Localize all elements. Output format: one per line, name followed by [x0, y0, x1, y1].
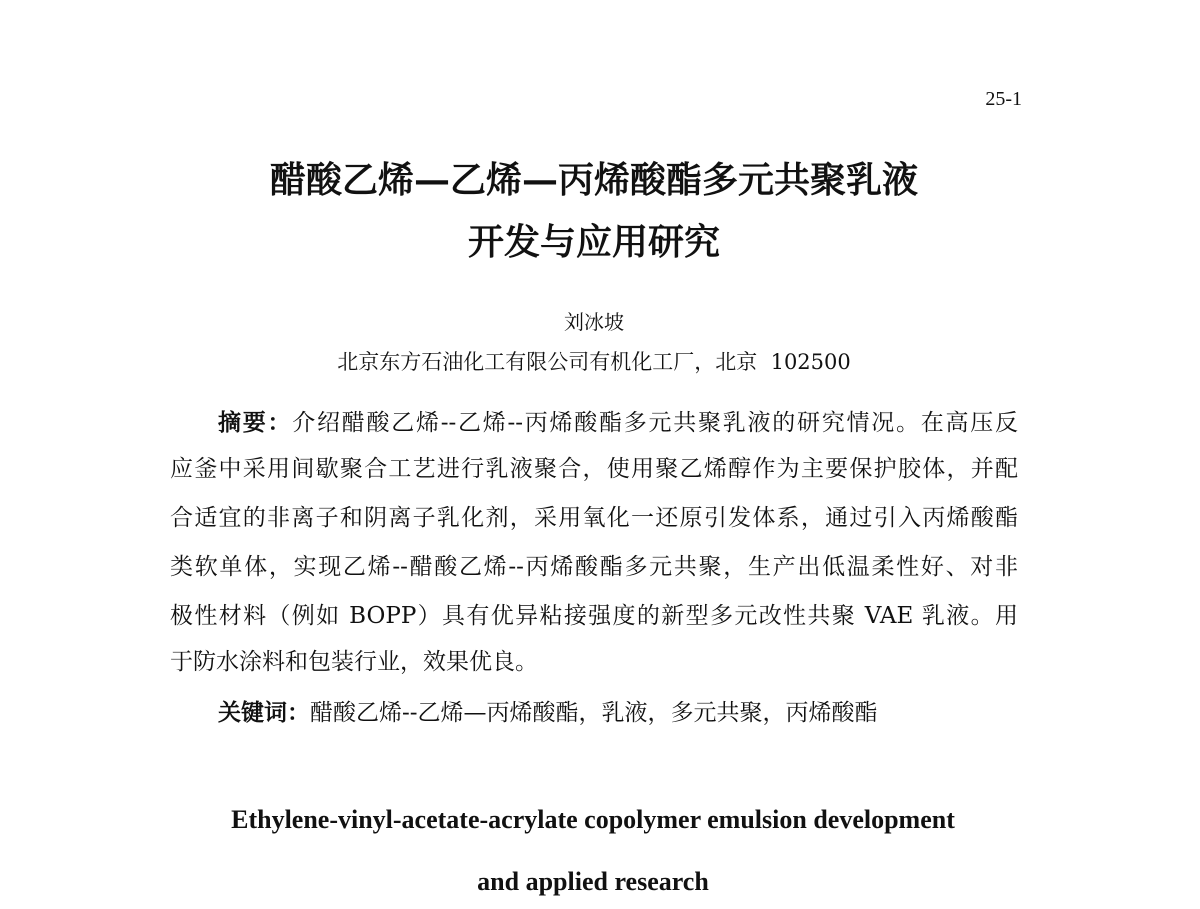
english-title-line-2: and applied research — [477, 867, 709, 896]
abstract-line-2: 应釜中采用间歇聚合工艺进行乳液聚合，使用聚乙烯醇作为主要保护胶体，并配 — [170, 456, 1018, 482]
title-line-2: 开发与应用研究 — [467, 221, 720, 263]
abstract-line-5: 极性材料（例如 BOPP）具有优异粘接强度的新型多元改性共聚 VAE 乳液。用 — [170, 603, 1018, 629]
abstract-line-6: 于防水涂料和包装行业，效果优良。 — [170, 649, 538, 675]
affiliation: 北京东方石油化工有限公司有机化工厂，北京 102500 — [337, 350, 851, 374]
keywords-text: 醋酸乙烯--乙烯—丙烯酸酯，乳液，多元共聚，丙烯酸酯 — [310, 700, 878, 726]
page-number: 25-1 — [985, 88, 1022, 110]
english-title-line-1: Ethylene-vinyl-acetate-acrylate copolymer emulsion development — [231, 805, 955, 834]
abstract-label: 摘要： — [218, 409, 293, 436]
title-line-1: 醋酸乙烯—乙烯—丙烯酸酯多元共聚乳液 — [269, 159, 918, 201]
abstract-line-1-text: 介绍醋酸乙烯--乙烯--丙烯酸酯多元共聚乳液的研究情况。在高压反 — [292, 410, 1018, 436]
keywords-line — [218, 698, 1018, 728]
abstract-line-3: 合适宜的非离子和阴离子乳化剂，采用氧化一还原引发体系，通过引入丙烯酸酯 — [170, 505, 1018, 531]
abstract-line-4: 类软单体，实现乙烯--醋酸乙烯--丙烯酸酯多元共聚，生产出低温柔性好、对非 — [170, 554, 1018, 580]
author-name: 刘冰坡 — [564, 310, 624, 334]
keywords-label: 关键词： — [218, 699, 310, 726]
abstract-line-1 — [218, 408, 1018, 438]
